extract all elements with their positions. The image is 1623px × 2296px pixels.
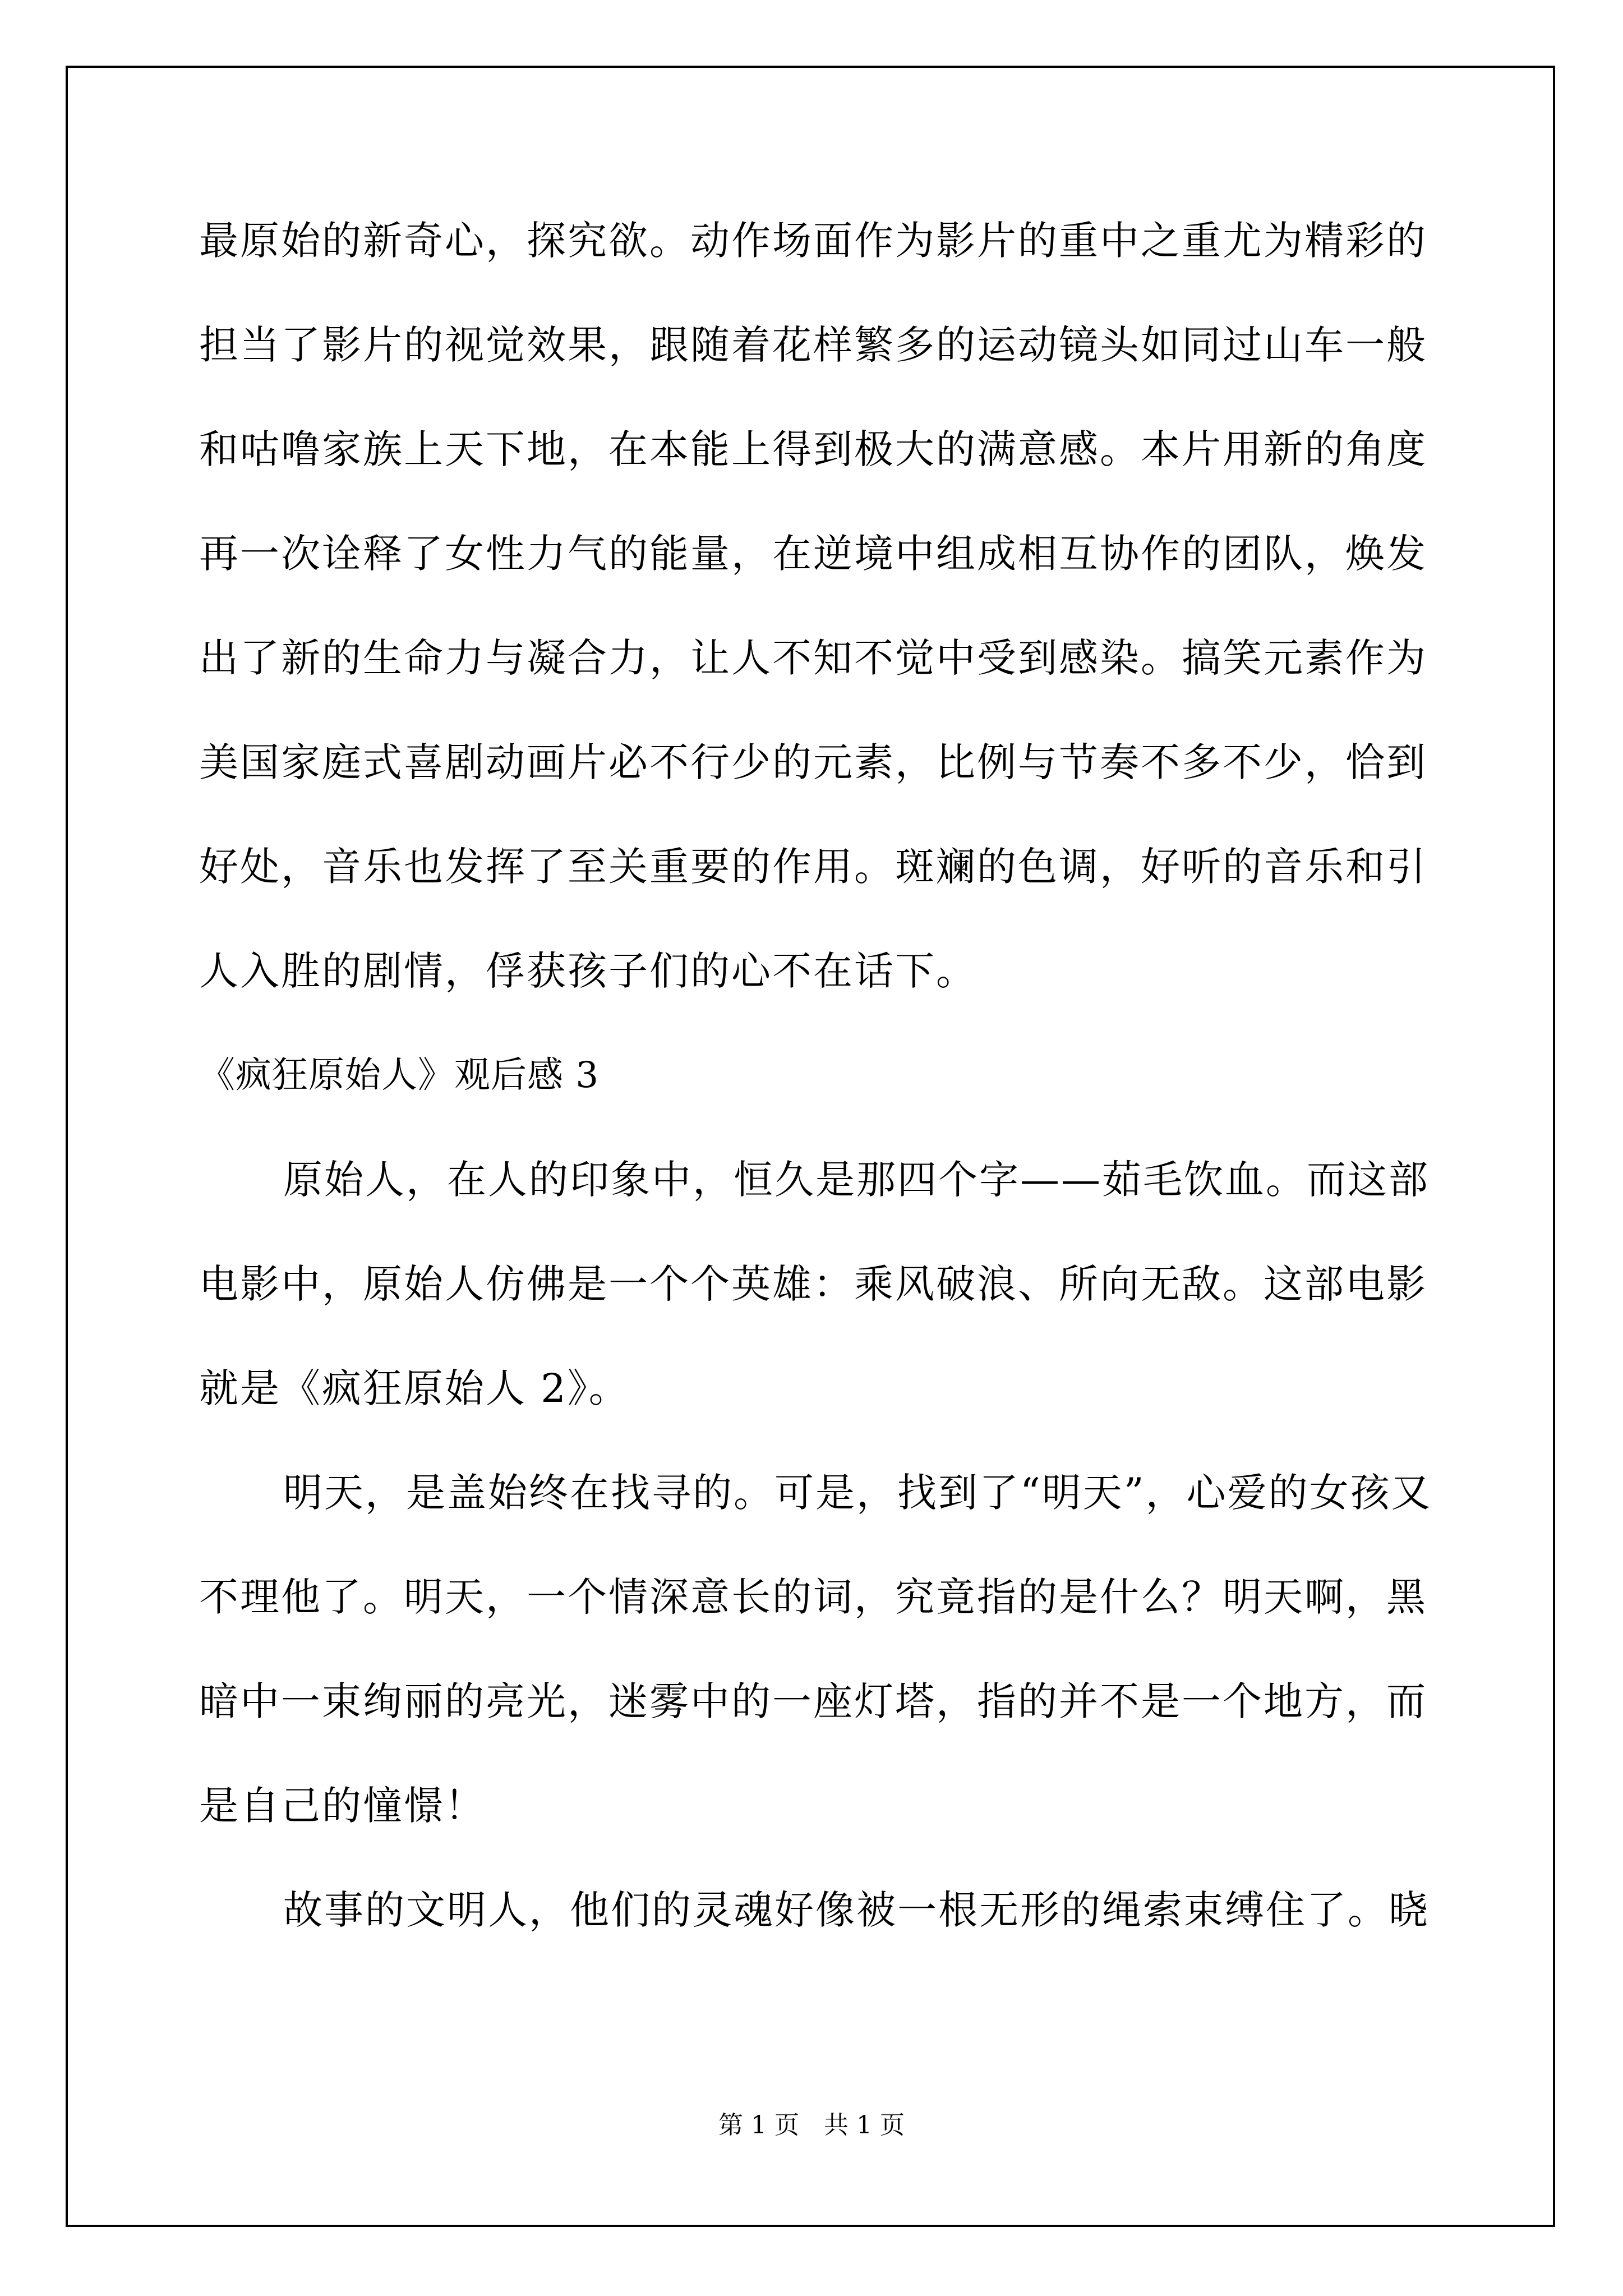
text-line: 美国家庭式喜剧动画片必不行少的元素，比例与节奏不多不少，恰到 [199,739,1427,785]
text-line: 和咕噜家族上天下地，在本能上得到极大的满意感。本片用新的角度 [199,426,1427,472]
paragraph-line: 不理他了。明天，一个情深意长的词，究竟指的是什么？明天啊，黑 [199,1574,1427,1620]
document-body [199,215,1433,1989]
paragraph-line: 电影中，原始人仿佛是一个个英雄：乘风破浪、所向无敌。这部电影 [199,1261,1427,1307]
paragraph-line: 明天，是盖始终在找寻的。可是，找到了“明天”，心爱的女孩又 [283,1470,1432,1516]
text-line: 再一次诠释了女性力气的能量，在逆境中组成相互协作的团队，焕发 [199,531,1427,577]
text-line: 担当了影片的视觉效果，跟随着花样繁多的运动镜头如同过山车一般 [199,322,1427,368]
text-line: 人入胜的剧情，俘获孩子们的心不在话下。 [199,948,977,994]
text-line: 出了新的生命力与凝合力，让人不知不觉中受到感染。搞笑元素作为 [199,635,1427,681]
paragraph-line: 暗中一束绚丽的亮光，迷雾中的一座灯塔，指的并不是一个地方，而 [199,1678,1427,1724]
paragraph-line: 是自己的憧憬！ [199,1783,486,1829]
paragraph-line: 原始人，在人的印象中，恒久是那四个字——茹毛饮血。而这部 [283,1157,1430,1203]
section-heading: 《疯狂原始人》观后感 3 [199,1055,600,1096]
paragraph-line: 就是《疯狂原始人 2》。 [199,1365,630,1411]
page-footer [0,2110,1623,2141]
page-total: 共 1 页 [824,2111,905,2139]
paragraph-line: 故事的文明人，他们的灵魂好像被一根无形的绳索束缚住了。晓 [283,1887,1430,1933]
text-line: 好处，音乐也发挥了至关重要的作用。斑斓的色调，好听的音乐和引 [199,844,1427,890]
page-number: 第 1 页 [718,2111,799,2139]
text-line: 最原始的新奇心，探究欲。动作场面作为影片的重中之重尤为精彩的 [199,218,1427,264]
